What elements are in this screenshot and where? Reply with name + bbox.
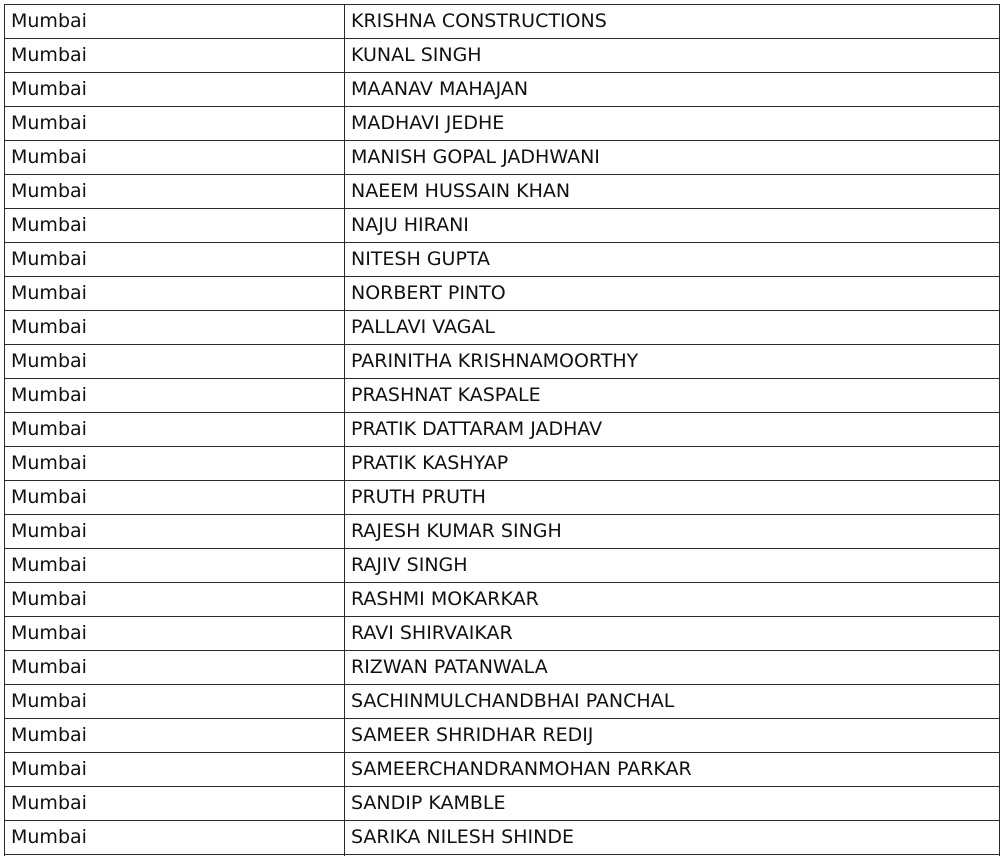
city-cell[interactable]: Mumbai [5,345,345,379]
city-cell[interactable]: Mumbai [5,243,345,277]
table-row [5,277,1000,311]
city-cell[interactable]: Mumbai [5,379,345,413]
city-cell[interactable]: Mumbai [5,175,345,209]
name-cell[interactable]: SAMEERCHANDRANMOHAN PARKAR [345,753,1000,787]
city-cell[interactable]: Mumbai [5,719,345,753]
city-cell[interactable]: Mumbai [5,617,345,651]
name-cell[interactable]: RAJESH KUMAR SINGH [345,515,1000,549]
table-row [5,379,1000,413]
name-cell[interactable]: NORBERT PINTO [345,277,1000,311]
name-cell[interactable]: MADHAVI JEDHE [345,107,1000,141]
name-cell[interactable]: KRISHNA CONSTRUCTIONS [345,5,1000,39]
name-cell[interactable]: RAVI SHIRVAIKAR [345,617,1000,651]
data-table [4,4,1000,856]
city-cell[interactable]: Mumbai [5,821,345,855]
name-cell[interactable]: RAJIV SINGH [345,549,1000,583]
table-row [5,515,1000,549]
city-cell[interactable]: Mumbai [5,447,345,481]
table-row [5,107,1000,141]
table-body [5,5,1000,856]
table-row [5,243,1000,277]
table-row [5,73,1000,107]
table-row [5,447,1000,481]
city-cell[interactable]: Mumbai [5,107,345,141]
table-row [5,685,1000,719]
city-cell[interactable]: Mumbai [5,515,345,549]
name-cell[interactable]: SANDIP KAMBLE [345,787,1000,821]
name-cell[interactable]: PRUTH PRUTH [345,481,1000,515]
city-cell[interactable]: Mumbai [5,549,345,583]
name-cell[interactable]: RIZWAN PATANWALA [345,651,1000,685]
table-row [5,209,1000,243]
name-cell[interactable]: PALLAVI VAGAL [345,311,1000,345]
city-cell[interactable]: Mumbai [5,277,345,311]
city-cell[interactable]: Mumbai [5,209,345,243]
city-cell[interactable]: Mumbai [5,583,345,617]
name-cell[interactable]: SAMEER SHRIDHAR REDIJ [345,719,1000,753]
city-cell[interactable]: Mumbai [5,651,345,685]
city-cell[interactable]: Mumbai [5,787,345,821]
name-cell[interactable]: KUNAL SINGH [345,39,1000,73]
city-cell[interactable]: Mumbai [5,311,345,345]
name-cell[interactable]: PARINITHA KRISHNAMOORTHY [345,345,1000,379]
city-cell[interactable]: Mumbai [5,481,345,515]
name-cell[interactable]: SARIKA NILESH SHINDE [345,821,1000,855]
table-row [5,39,1000,73]
table-row [5,821,1000,855]
table-row [5,651,1000,685]
table-row [5,549,1000,583]
city-cell[interactable]: Mumbai [5,73,345,107]
name-cell[interactable]: RASHMI MOKARKAR [345,583,1000,617]
table-row [5,481,1000,515]
table-row [5,311,1000,345]
name-cell[interactable]: NAJU HIRANI [345,209,1000,243]
table-row [5,719,1000,753]
city-cell[interactable]: Mumbai [5,685,345,719]
table-row [5,175,1000,209]
table-row [5,5,1000,39]
city-cell[interactable]: Mumbai [5,5,345,39]
table-row [5,753,1000,787]
table-row [5,787,1000,821]
name-cell[interactable]: PRATIK DATTARAM JADHAV [345,413,1000,447]
city-cell[interactable]: Mumbai [5,413,345,447]
city-cell[interactable]: Mumbai [5,753,345,787]
table-row [5,345,1000,379]
name-cell[interactable]: NITESH GUPTA [345,243,1000,277]
name-cell[interactable]: PRASHNAT KASPALE [345,379,1000,413]
city-cell[interactable]: Mumbai [5,39,345,73]
city-cell[interactable]: Mumbai [5,141,345,175]
table-row [5,413,1000,447]
table-row [5,583,1000,617]
name-cell[interactable]: MANISH GOPAL JADHWANI [345,141,1000,175]
name-cell[interactable]: SACHINMULCHANDBHAI PANCHAL [345,685,1000,719]
name-cell[interactable]: NAEEM HUSSAIN KHAN [345,175,1000,209]
table-row [5,617,1000,651]
name-cell[interactable]: PRATIK KASHYAP [345,447,1000,481]
table-row [5,141,1000,175]
name-cell[interactable]: MAANAV MAHAJAN [345,73,1000,107]
